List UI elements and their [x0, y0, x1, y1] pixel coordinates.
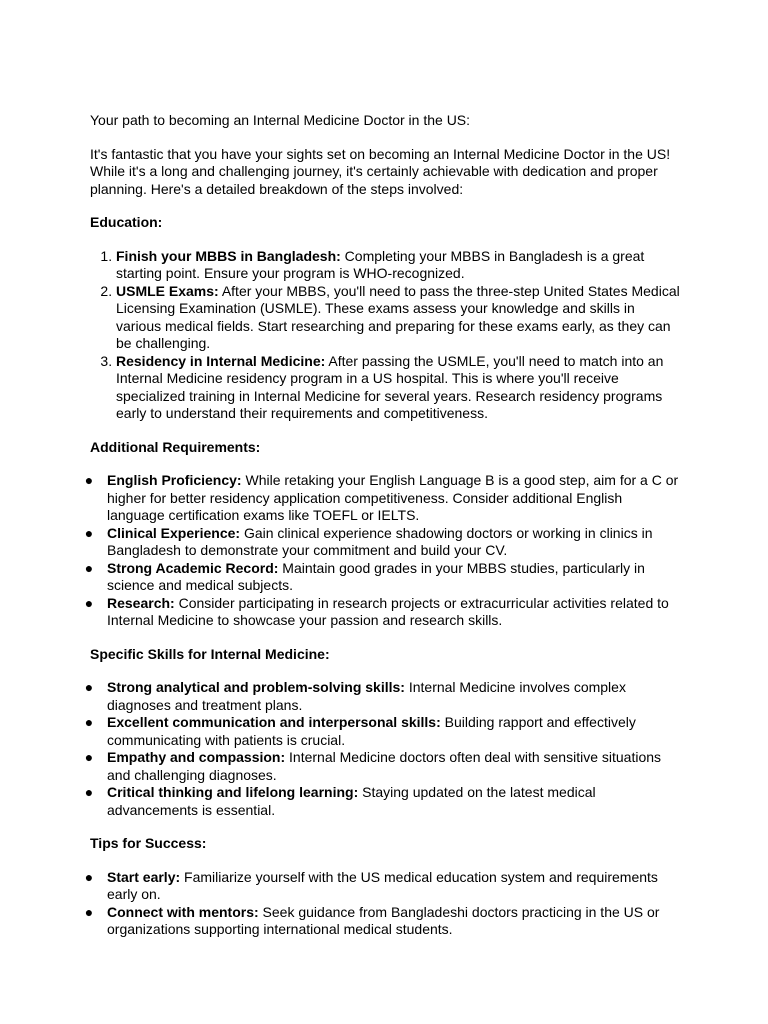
education-item-label: USMLE Exams: [116, 282, 219, 299]
education-item-text: After passing the USMLE, you'll need to match into an Internal Medicine residency program in a US hospital. This is where you'll receive specialized training in Internal Medicine for several years. Research residency programs early to understand their requirements and competitiveness. [116, 352, 664, 421]
list-item-text: Consider participating in research projects or extracurricular activities related to Internal Medicine to showcase your passion and research skills. [107, 594, 669, 628]
list-item-text: Internal Medicine involves complex diagnoses and treatment plans. [107, 679, 626, 713]
bullet-icon: ● [84, 868, 94, 885]
education-list [90, 248, 680, 423]
education-item-label: Finish your MBBS in Bangladesh: [116, 247, 341, 264]
list-item [84, 714, 680, 749]
tips-heading: Tips for Success: [90, 835, 207, 851]
intro-paragraph: It's fantastic that you have your sights set on becoming an Internal Medicine Doctor in the US! While it's a long and challenging journey, it's certainly achievable with dedication and proper planning. Here's a detailed breakdown of the steps involved: [90, 145, 671, 197]
additional-requirements-list [84, 472, 680, 630]
tips-list [84, 868, 680, 939]
list-item-label: Start early: [107, 868, 181, 885]
bullet-icon: ● [84, 472, 94, 488]
list-item-label: Strong Academic Record: [107, 559, 279, 576]
specific-skills-heading: Specific Skills for Internal Medicine: [90, 645, 330, 662]
document-content [84, 112, 680, 955]
education-item-label: Residency in Internal Medicine: [116, 352, 326, 369]
list-item-text: Building rapport and effectively communicating with patients is crucial. [107, 714, 636, 748]
document-title-line: Your path to becoming an Internal Medicine Doctor in the US: [90, 112, 471, 128]
education-heading: Education: [90, 214, 163, 230]
education-item [116, 283, 680, 353]
bullet-icon: ● [84, 749, 94, 765]
list-item [84, 559, 680, 595]
bullet-icon: ● [84, 784, 94, 800]
list-item-label: Strong analytical and problem-solving skills: [107, 679, 405, 695]
list-item [84, 784, 680, 819]
list-item-label: English Proficiency: [107, 472, 242, 488]
list-item-text: While retaking your English Language B is a good step, aim for a C or higher for better residency application competitiveness. Consider additional English language certification exams like TOEFL or IELTS. [107, 472, 679, 523]
list-item-text: Familiarize yourself with the US medical education system and requirements early on. [107, 868, 658, 902]
list-item-text: Gain clinical experience shadowing doctors or working in clinics in Bangladesh to demonstrate your commitment and build your CV. [107, 524, 653, 558]
list-item [84, 868, 680, 904]
education-item-text: After your MBBS, you'll need to pass the three-step United States Medical Licensing Examination (USMLE). These exams assess your knowledge and skills in various medical fields. Start researching and preparing for these exams early, as they can be challenging. [116, 282, 680, 351]
specific-skills-list [84, 679, 680, 819]
education-item-text: Completing your MBBS in Bangladesh is a great starting point. Ensure your program is WHO-recognized. [116, 247, 645, 281]
bullet-icon: ● [84, 679, 94, 695]
education-item [116, 248, 680, 283]
list-item-label: Research: [107, 594, 175, 611]
list-item-label: Clinical Experience: [107, 524, 241, 541]
list-item [84, 472, 680, 525]
list-item-label: Connect with mentors: [107, 903, 259, 920]
list-item-text: Seek guidance from Bangladeshi doctors practicing in the US or organizations supporting international medical students. [107, 903, 660, 937]
list-item-label: Excellent communication and interpersonal skills: [107, 714, 441, 730]
list-item [84, 679, 680, 714]
list-item-text: Staying updated on the latest medical advancements is essential. [107, 784, 596, 818]
bullet-icon: ● [84, 559, 94, 576]
list-item [84, 903, 680, 939]
education-item [116, 353, 680, 423]
bullet-icon: ● [84, 524, 94, 541]
list-item [84, 594, 680, 630]
list-item [84, 749, 680, 784]
additional-requirements-heading: Additional Requirements: [90, 438, 261, 455]
list-item [84, 524, 680, 560]
list-item-text: Maintain good grades in your MBBS studies, particularly in science and medical subjects. [107, 559, 645, 593]
bullet-icon: ● [84, 714, 94, 730]
list-item-label: Empathy and compassion: [107, 749, 286, 765]
bullet-icon: ● [84, 903, 94, 920]
list-item-text: Internal Medicine doctors often deal with sensitive situations and challenging diagnoses. [107, 749, 662, 783]
bullet-icon: ● [84, 594, 94, 611]
list-item-label: Critical thinking and lifelong learning: [107, 784, 359, 800]
